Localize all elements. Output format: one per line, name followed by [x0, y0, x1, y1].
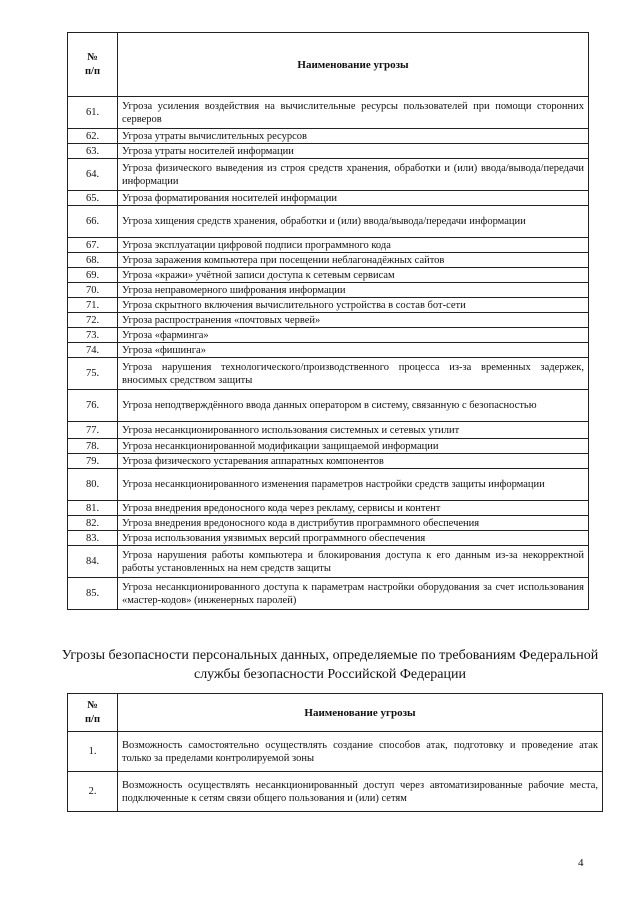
threat-name: Угроза хищения средств хранения, обработки и (или) ввода/вывода/передачи информации — [118, 206, 589, 238]
number-header-label: № п/п — [84, 699, 101, 725]
table-row — [68, 469, 589, 501]
row-number: 81. — [68, 501, 118, 516]
row-number: 71. — [68, 298, 118, 313]
threat-name: Угроза скрытного включения вычислительного устройства в состав бот-сети — [118, 298, 589, 313]
table-row — [68, 191, 589, 206]
table-row — [68, 578, 589, 610]
threat-name: Угроза неправомерного шифрования информации — [118, 283, 589, 298]
row-number: 1. — [68, 732, 118, 772]
table-row — [68, 772, 603, 812]
row-number: 72. — [68, 313, 118, 328]
table-row — [68, 253, 589, 268]
threat-name: Угроза «фишинга» — [118, 343, 589, 358]
table-row — [68, 501, 589, 516]
number-column-header — [68, 694, 118, 732]
row-number: 61. — [68, 97, 118, 129]
table-row — [68, 328, 589, 343]
threat-name: Угроза неподтверждённого ввода данных оператором в систему, связанную с безопасностью — [118, 390, 589, 422]
threats-table-body — [68, 97, 589, 610]
table-row — [68, 390, 589, 422]
table-row — [68, 454, 589, 469]
name-column-header — [118, 33, 589, 97]
row-number: 69. — [68, 268, 118, 283]
row-number: 70. — [68, 283, 118, 298]
row-number: 80. — [68, 469, 118, 501]
row-number: 62. — [68, 129, 118, 144]
row-number: 78. — [68, 439, 118, 454]
fsb-threats-table — [67, 693, 603, 812]
row-number: 83. — [68, 531, 118, 546]
threat-name: Угроза распространения «почтовых червей» — [118, 313, 589, 328]
threat-name: Угроза усиления воздействия на вычислительные ресурсы пользователей при помощи сторонних серверов — [118, 97, 589, 129]
threat-name: Угроза внедрения вредоносного кода в дистрибутив программного обеспечения — [118, 516, 589, 531]
threat-name: Возможность самостоятельно осуществлять создание способов атак, подготовку и проведение атак только за пределами контролируемой зоны — [118, 732, 603, 772]
table-row — [68, 97, 589, 129]
threat-name: Угроза утраты носителей информации — [118, 144, 589, 159]
row-number: 77. — [68, 422, 118, 439]
number-header-label: № п/п — [84, 51, 101, 77]
number-column-header — [68, 33, 118, 97]
row-number: 68. — [68, 253, 118, 268]
name-header-label: Наименование угрозы — [304, 706, 416, 719]
threat-name: Угроза физического выведения из строя средств хранения, обработки и (или) ввода/вывода/передачи информации — [118, 159, 589, 191]
row-number: 79. — [68, 454, 118, 469]
table-row — [68, 422, 589, 439]
row-number: 75. — [68, 358, 118, 390]
row-number: 84. — [68, 546, 118, 578]
threat-name: Угроза использования уязвимых версий программного обеспечения — [118, 531, 589, 546]
row-number: 67. — [68, 238, 118, 253]
threat-name: Угроза внедрения вредоносного кода через рекламу, сервисы и контент — [118, 501, 589, 516]
table-row — [68, 159, 589, 191]
table-row — [68, 206, 589, 238]
row-number: 76. — [68, 390, 118, 422]
table-row — [68, 238, 589, 253]
row-number: 73. — [68, 328, 118, 343]
table-row — [68, 531, 589, 546]
threats-table — [67, 32, 589, 610]
threat-name: Угроза физического устаревания аппаратных компонентов — [118, 454, 589, 469]
table-row — [68, 439, 589, 454]
row-number: 85. — [68, 578, 118, 610]
threat-name: Угроза «кражи» учётной записи доступа к сетевым сервисам — [118, 268, 589, 283]
page-number: 4 — [578, 857, 584, 869]
threat-name: Угроза форматирования носителей информации — [118, 191, 589, 206]
table-row — [68, 546, 589, 578]
table-row — [68, 129, 589, 144]
table-row — [68, 144, 589, 159]
threat-name: Угроза эксплуатации цифровой подписи программного кода — [118, 238, 589, 253]
threat-name: Угроза нарушения технологического/производственного процесса из-за временных задержек, вносимых средством защиты — [118, 358, 589, 390]
threat-name: Угроза несанкционированного доступа к параметрам настройки оборудования за счет использования «мастер-кодов» (инженерных паролей) — [118, 578, 589, 610]
row-number: 65. — [68, 191, 118, 206]
table-header-row — [68, 694, 603, 732]
table-row — [68, 358, 589, 390]
row-number: 82. — [68, 516, 118, 531]
table-row — [68, 313, 589, 328]
threat-name: Угроза «фарминга» — [118, 328, 589, 343]
row-number: 66. — [68, 206, 118, 238]
threat-name: Возможность осуществлять несанкционированный доступ через автоматизированные рабочие места, подключенные к сетям связи общего пользования и (или) сетям — [118, 772, 603, 812]
threat-name: Угроза утраты вычислительных ресурсов — [118, 129, 589, 144]
table-header-row — [68, 33, 589, 97]
threat-name: Угроза нарушения работы компьютера и блокирования доступа к его данным из-за некорректной работы установленных на нем средств защиты — [118, 546, 589, 578]
threat-name: Угроза несанкционированной модификации защищаемой информации — [118, 439, 589, 454]
threat-name: Угроза несанкционированного изменения параметров настройки средств защиты информации — [118, 469, 589, 501]
name-column-header — [118, 694, 603, 732]
threat-name: Угроза заражения компьютера при посещении неблагонадёжных сайтов — [118, 253, 589, 268]
threat-name: Угроза несанкционированного использования системных и сетевых утилит — [118, 422, 589, 439]
row-number: 2. — [68, 772, 118, 812]
name-header-label: Наименование угрозы — [297, 58, 409, 71]
fsb-threats-table-body — [68, 732, 603, 812]
table-row — [68, 516, 589, 531]
table-row — [68, 283, 589, 298]
row-number: 64. — [68, 159, 118, 191]
row-number: 74. — [68, 343, 118, 358]
row-number: 63. — [68, 144, 118, 159]
section-heading: Угрозы безопасности персональных данных, определяемые по требованиям Федеральной службы безопасности Российской Федерации — [61, 648, 599, 682]
table-row — [68, 298, 589, 313]
table-row — [68, 268, 589, 283]
table-row — [68, 343, 589, 358]
table-row — [68, 732, 603, 772]
